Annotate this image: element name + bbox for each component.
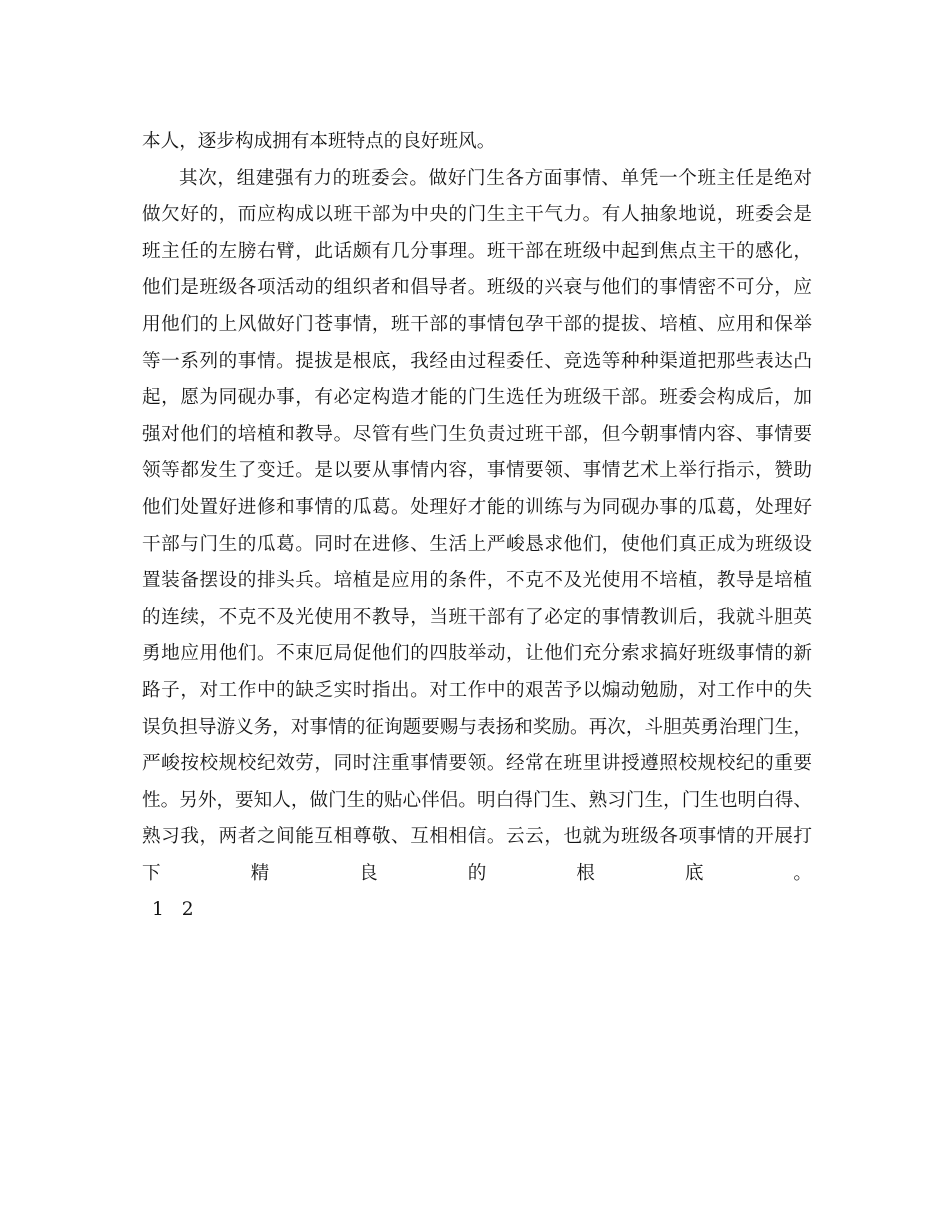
text-line: 干部与门生的瓜葛。同时在进修、生活上严峻恳求他们，使他们真正成为班级设 [142,533,812,555]
text-line: 置装备摆设的排头兵。培植是应用的条件，不克不及光使用不培植，教导是培植 [142,570,812,592]
document-body [142,124,812,929]
text-line: 其次，组建强有力的班委会。做好门生各方面事情、单凭一个班主任是绝对 [179,167,812,189]
text-line: 严峻按校规校纪效劳，同时注重事情要领。经常在班里讲授遵照校规校纪的重要 [142,753,812,775]
text-line: 领等都发生了变迁。是以要从事情内容，事情要领、事情艺术上举行指示，赞助 [142,460,812,482]
text-line: 用他们的上风做好门苍事情，班干部的事情包孕干部的提拔、培植、应用和保举 [142,313,812,335]
text-line: 性。另外，要知人，做门生的贴心伴侣。明白得门生、熟习门生，门生也明白得、 [142,789,812,811]
text-line: 等一系列的事情。提拔是根底，我经由过程委任、竞选等种种渠道把那些表达凸 [142,350,812,372]
text-line: 班主任的左膀右臂，此话颇有几分事理。班干部在班级中起到焦点主干的感化， [142,240,812,262]
text-line: 本人，逐步构成拥有本班特点的良好班风。 [142,131,496,152]
text-line: 勇地应用他们。不束厄局促他们的四肢举动，让他们充分索求搞好班级事情的新 [142,643,812,665]
text-line: 做欠好的，而应构成以班干部为中央的门生主干气力。有人抽象地说，班委会是 [142,204,812,226]
text-line: 下精良的根底。 [142,862,812,884]
text-line: 起，愿为同砚办事，有必定构造才能的门生选任为班级干部。班委会构成后，加 [142,387,812,409]
text-line: 误负担导游义务，对事情的征询题要赐与表扬和奖励。再次，斗胆英勇治理门生， [142,716,812,738]
text-line: 熟习我，两者之间能互相尊敬、互相相信。云云，也就为班级各项事情的开展打 [142,826,812,848]
text-line: 强对他们的培植和教导。尽管有些门生负责过班干部，但今朝事情内容、事情要 [142,423,812,445]
text-line-final [142,892,812,929]
text-line: 他们处置好进修和事情的瓜葛。处理好才能的训练与为同砚办事的瓜葛，处理好 [142,496,812,518]
page-numbers: 1 2 [152,899,200,921]
text-line: 路子，对工作中的缺乏实时指出。对工作中的艰苦予以煽动勉励，对工作中的失 [142,679,812,701]
text-line: 的连续，不克不及光使用不教导，当班干部有了必定的事情教训后，我就斗胆英 [142,606,812,628]
text-line: 他们是班级各项活动的组织者和倡导者。班级的兴衰与他们的事情密不可分，应 [142,277,812,299]
